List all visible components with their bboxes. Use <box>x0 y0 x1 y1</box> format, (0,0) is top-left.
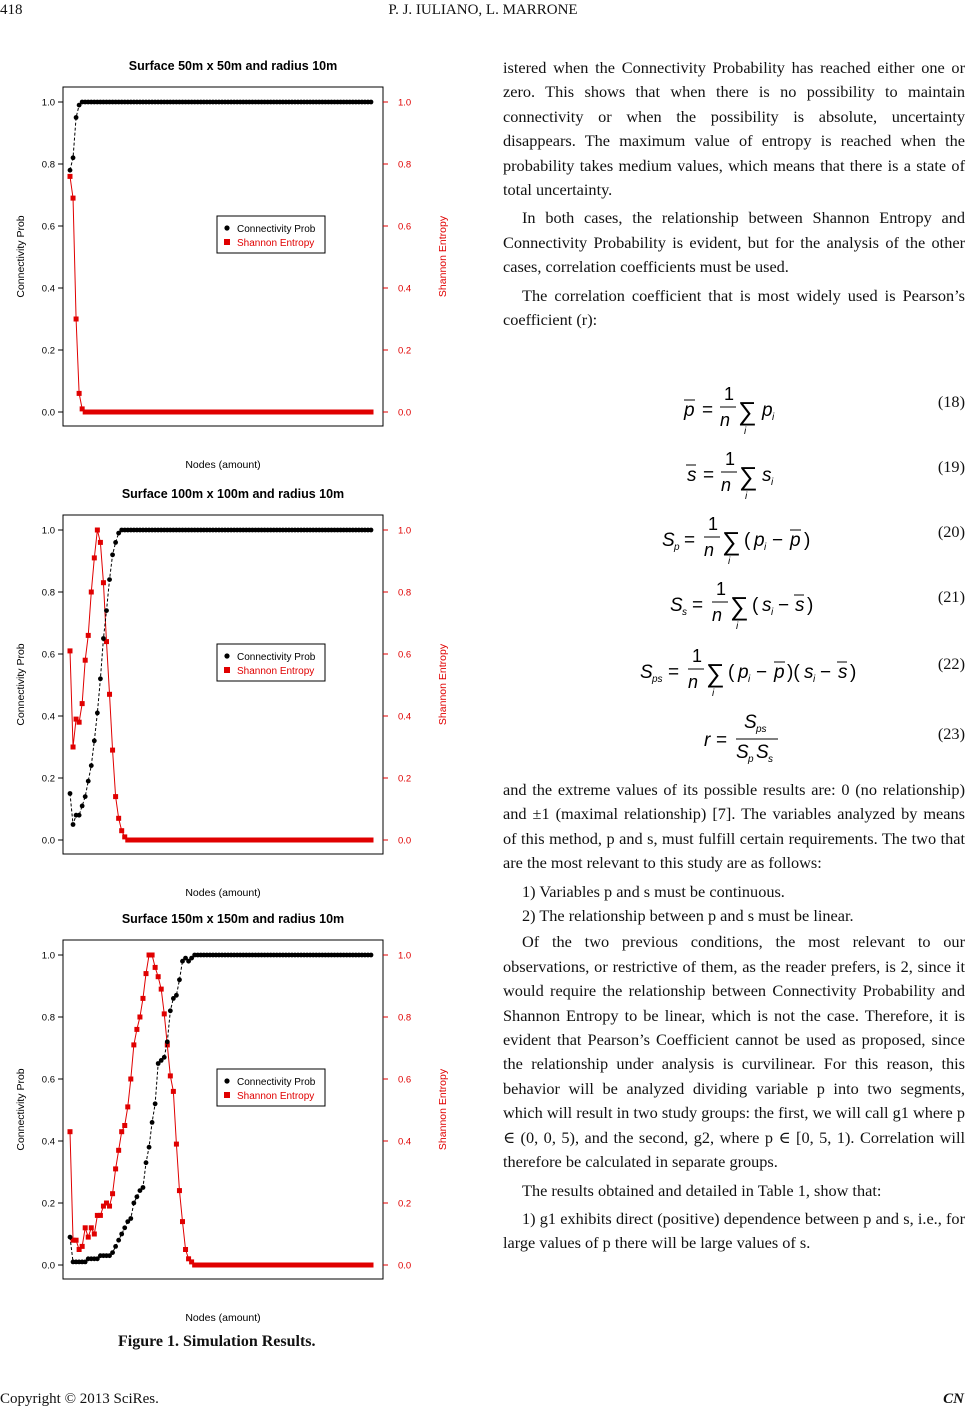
legend-label-entropy: Shannon Entropy <box>237 238 315 249</box>
running-title: P. J. IULIANO, L. MARRONE <box>388 2 578 18</box>
y2-tick-label: 0.2 <box>398 773 412 785</box>
equation-18-label: (18) <box>937 392 965 411</box>
y-tick-label: 0.2 <box>41 345 55 357</box>
entropy-point <box>171 1089 176 1094</box>
y2-axis-label: Shannon Entropy <box>437 215 449 298</box>
y2-tick-label: 0.0 <box>398 835 412 847</box>
equation-23 <box>620 706 965 770</box>
prob-point <box>89 763 94 768</box>
svg-text:=: = <box>684 530 696 551</box>
equation-21-formula <box>620 573 840 631</box>
svg-text:=: = <box>716 730 728 751</box>
prob-point <box>113 1244 118 1249</box>
y-tick-label: 0.6 <box>41 1074 55 1086</box>
y-tick-label: 0.8 <box>41 587 55 599</box>
legend-label-prob: Connectivity Prob <box>237 652 316 663</box>
svg-text:n: n <box>704 540 715 560</box>
svg-text:S: S <box>662 530 675 551</box>
paragraph-6: The results obtained and detailed in Table 1, show that: <box>522 1180 882 1200</box>
entropy-point <box>128 1077 133 1082</box>
svg-text:(: ( <box>728 662 735 683</box>
equation-23-label: (23) <box>937 724 965 743</box>
prob-point <box>110 552 115 557</box>
y-tick-label: 0.0 <box>41 407 55 419</box>
legend-label-entropy: Shannon Entropy <box>237 1091 315 1102</box>
prob-point <box>165 1039 170 1044</box>
svg-text:ps: ps <box>756 724 767 735</box>
equation-21 <box>620 573 965 631</box>
prob-point <box>162 1055 167 1060</box>
svg-text:i: i <box>772 412 775 423</box>
prob-point <box>110 1250 115 1255</box>
svg-text:p: p <box>684 400 695 421</box>
paragraph-1: istered when the Connectivity Probability has reached either one or zero. This shows that when there is no possibility to maintain connectivity or when the possibility is absolute, uncertainty disappears. The maximum value of entropy is reached when the probability takes medium values, which means that there is a state of total uncertainty. <box>503 58 965 200</box>
y2-tick-label: 1.0 <box>398 950 412 962</box>
svg-text:p: p <box>754 530 765 551</box>
svg-text:s: s <box>795 595 805 616</box>
figure-caption: Figure 1. Simulation Results. <box>118 1333 316 1350</box>
prob-point <box>95 711 100 716</box>
svg-text:s: s <box>804 662 814 683</box>
svg-text:i: i <box>736 621 739 631</box>
equation-22 <box>620 640 965 698</box>
series-line-prob <box>70 102 371 170</box>
entropy-point <box>116 1148 121 1153</box>
svg-text:i: i <box>728 556 731 566</box>
entropy-point <box>89 1225 94 1230</box>
svg-text:i: i <box>813 674 816 685</box>
legend-marker-prob <box>224 1078 229 1083</box>
y-tick-label: 1.0 <box>41 950 55 962</box>
entropy-point <box>156 974 161 979</box>
y-axis-label: Connectivity Prob <box>15 215 27 298</box>
entropy-point <box>68 648 73 653</box>
entropy-point <box>95 528 100 533</box>
entropy-point <box>369 410 374 415</box>
svg-text:n: n <box>720 410 731 430</box>
entropy-point <box>369 1263 374 1268</box>
figure <box>0 0 490 1380</box>
y2-tick-label: 0.8 <box>398 1012 412 1024</box>
entropy-point <box>101 580 106 585</box>
prob-point <box>68 791 73 796</box>
prob-point <box>86 779 91 784</box>
entropy-point <box>68 174 73 179</box>
entropy-point <box>113 1166 118 1171</box>
entropy-point <box>74 1238 79 1243</box>
entropy-point <box>77 720 82 725</box>
svg-text:(: ( <box>752 595 759 616</box>
y-tick-label: 0.8 <box>41 159 55 171</box>
series-line-entropy <box>70 530 371 840</box>
series-line-entropy <box>70 955 371 1265</box>
x-axis-label: Nodes (amount) <box>185 887 261 899</box>
prob-point <box>107 577 112 582</box>
prob-point <box>119 1232 124 1237</box>
prob-point <box>104 608 109 613</box>
entropy-point <box>116 816 121 821</box>
svg-text:∑: ∑ <box>738 396 757 426</box>
list-item-2: 2) The relationship between p and s must be linear. <box>522 906 854 926</box>
y-tick-label: 0.6 <box>41 221 55 233</box>
svg-text:n: n <box>721 475 732 495</box>
entropy-point <box>174 1142 179 1147</box>
legend-label-prob: Connectivity Prob <box>237 224 316 235</box>
y-tick-label: 0.8 <box>41 1012 55 1024</box>
entropy-point <box>369 838 374 843</box>
entropy-point <box>122 1123 127 1128</box>
x-axis-label: Nodes (amount) <box>185 459 261 471</box>
equation-22-label: (22) <box>937 654 965 673</box>
prob-point <box>150 1120 155 1125</box>
chart-150m <box>0 903 490 1333</box>
prob-point <box>68 168 73 173</box>
entropy-point <box>134 1027 139 1032</box>
svg-text:S: S <box>744 712 757 733</box>
equation-20-formula <box>620 508 840 566</box>
y-tick-label: 0.2 <box>41 1198 55 1210</box>
y2-tick-label: 0.4 <box>398 283 412 295</box>
legend-marker-prob <box>224 653 229 658</box>
svg-text:i: i <box>771 477 774 488</box>
prob-point <box>147 1145 152 1150</box>
svg-text:S: S <box>736 742 749 763</box>
svg-text:n: n <box>688 672 699 692</box>
svg-text:∑: ∑ <box>722 526 741 556</box>
svg-text:1: 1 <box>716 579 727 599</box>
entropy-point <box>92 555 97 560</box>
svg-text:p: p <box>738 662 749 683</box>
prob-point <box>92 738 97 743</box>
list-item-1: 1) Variables p and s must be continuous. <box>522 881 785 901</box>
svg-text:(: ( <box>744 530 751 551</box>
legend-marker-entropy <box>224 239 230 245</box>
y-tick-label: 0.0 <box>41 1260 55 1272</box>
prob-point <box>369 528 374 533</box>
y2-tick-label: 0.2 <box>398 345 412 357</box>
prob-point <box>101 636 106 641</box>
entropy-point <box>110 748 115 753</box>
legend-marker-entropy <box>224 667 230 673</box>
entropy-point <box>119 828 124 833</box>
svg-text:r: r <box>704 730 711 751</box>
prob-point <box>71 822 76 827</box>
prob-point <box>153 1101 158 1106</box>
prob-point <box>83 794 88 799</box>
entropy-point <box>86 633 91 638</box>
entropy-point <box>150 953 155 958</box>
svg-text:=: = <box>668 662 680 683</box>
equation-22-formula <box>620 640 880 698</box>
paragraph-3: The correlation coefficient that is most widely used is Pearson’s coefficient (r): <box>503 285 965 330</box>
chart-title: Surface 50m x 50m and radius 10m <box>128 59 338 73</box>
footer-journal: CN <box>943 1391 964 1407</box>
y-tick-label: 0.4 <box>41 1136 55 1148</box>
paragraph-7: 1) g1 exhibits direct (positive) dependence between p and s, i.e., for large values of p there will be large values of s. <box>503 1208 965 1253</box>
equation-20 <box>620 508 965 566</box>
y2-tick-label: 0.4 <box>398 1136 412 1148</box>
y2-tick-label: 0.0 <box>398 407 412 419</box>
svg-text:∑: ∑ <box>739 461 758 491</box>
svg-text:i: i <box>764 542 767 553</box>
y2-tick-label: 0.6 <box>398 1074 412 1086</box>
svg-text:s: s <box>687 465 697 486</box>
prob-point <box>74 115 79 120</box>
entropy-point <box>110 1191 115 1196</box>
y-tick-label: 0.2 <box>41 773 55 785</box>
svg-text:S: S <box>640 662 653 683</box>
entropy-point <box>80 701 85 706</box>
svg-text:p: p <box>762 400 773 421</box>
svg-text:1: 1 <box>708 514 719 534</box>
entropy-point <box>68 1129 73 1134</box>
y-tick-label: 1.0 <box>41 97 55 109</box>
svg-text:−: − <box>756 662 768 683</box>
entropy-point <box>98 540 103 545</box>
equation-19-formula <box>620 443 820 501</box>
chart-title: Surface 100m x 100m and radius 10m <box>121 487 345 501</box>
svg-text:i: i <box>712 688 715 698</box>
paragraph-5: Of the two previous conditions, the most relevant to our observations, or restrictive of them, as the reader prefers, is 2, since it would require the relationship between Connectivity Probability and Shannon Entropy to be linear, which is not the case. Therefore, it is evident that Pearson’s Coefficient cannot be used as proposed, since the relationship under analysis is curvilinear. For this reason, this behavior will be analyzed dividing variable p into two segments, which will result in two study groups: the first, we will call g1 where p ∈ (0, 0, 5), and the second, g2, where p ∈ [0, 5, 1). Correlation will therefore be calculated in separate groups. <box>503 932 965 1172</box>
entropy-point <box>119 1129 124 1134</box>
prob-point <box>144 1160 149 1165</box>
entropy-point <box>162 1011 167 1016</box>
y2-tick-label: 0.2 <box>398 1198 412 1210</box>
y2-axis-label: Shannon Entropy <box>437 1068 449 1151</box>
svg-text:∑: ∑ <box>730 591 749 621</box>
entropy-point <box>98 1213 103 1218</box>
svg-text:): ) <box>804 530 811 551</box>
entropy-point <box>153 965 158 970</box>
svg-text:p: p <box>790 530 801 551</box>
footer-copyright: Copyright © 2013 SciRes. <box>0 1391 159 1407</box>
y2-tick-label: 0.8 <box>398 587 412 599</box>
svg-text:S: S <box>756 742 769 763</box>
svg-text:i: i <box>748 674 751 685</box>
y2-tick-label: 0.4 <box>398 711 412 723</box>
text-block-top <box>503 56 965 332</box>
entropy-point <box>92 1232 97 1237</box>
svg-text:p: p <box>774 662 785 683</box>
entropy-point <box>177 1188 182 1193</box>
svg-text:−: − <box>772 530 784 551</box>
svg-text:∑: ∑ <box>706 658 725 688</box>
svg-text:=: = <box>702 400 714 421</box>
svg-text:s: s <box>838 662 848 683</box>
y2-tick-label: 0.8 <box>398 159 412 171</box>
entropy-point <box>144 971 149 976</box>
page-number: 418 <box>0 2 23 18</box>
entropy-point <box>80 1244 85 1249</box>
prob-point <box>80 804 85 809</box>
plot-frame <box>63 87 383 426</box>
equation-21-label: (21) <box>937 587 965 606</box>
series-line-entropy <box>70 176 371 412</box>
y-tick-label: 0.4 <box>41 711 55 723</box>
svg-text:=: = <box>692 595 704 616</box>
entropy-point <box>183 1247 188 1252</box>
svg-text:=: = <box>703 465 715 486</box>
equation-23-formula <box>620 706 820 770</box>
entropy-point <box>77 391 82 396</box>
entropy-point <box>107 1204 112 1209</box>
prob-point <box>131 1201 136 1206</box>
svg-text:1: 1 <box>724 384 735 404</box>
prob-point <box>68 1235 73 1240</box>
svg-text:p: p <box>674 542 680 553</box>
paragraph-4: and the extreme values of its possible results are: 0 (no relationship) and ±1 (maximal relationship) [7]. The variables analyzed by means of this method, p and s, must fulfill certain requirements. The two that are the most relevant to this study are as follows: <box>503 780 965 873</box>
y-axis-label: Connectivity Prob <box>15 643 27 726</box>
equation-18-formula <box>620 378 820 436</box>
entropy-point <box>107 692 112 697</box>
y2-tick-label: 0.6 <box>398 649 412 661</box>
prob-point <box>369 100 374 105</box>
prob-point <box>98 676 103 681</box>
entropy-point <box>89 590 94 595</box>
paragraph-2: In both cases, the relationship between Shannon Entropy and Connectivity Probability is evident, but for the analysis of the other cases, correlation coefficients must be used. <box>503 208 965 277</box>
legend-marker-prob <box>224 225 229 230</box>
prob-point <box>141 1185 146 1190</box>
entropy-point <box>74 317 79 322</box>
y-tick-label: 0.6 <box>41 649 55 661</box>
y2-tick-label: 0.6 <box>398 221 412 233</box>
y2-tick-label: 1.0 <box>398 97 412 109</box>
svg-text:−: − <box>820 662 832 683</box>
svg-text:ps: ps <box>652 674 663 685</box>
prob-point <box>128 1216 133 1221</box>
svg-text:S: S <box>670 595 683 616</box>
entropy-point <box>125 1104 130 1109</box>
text-block-bottom <box>503 778 965 1256</box>
svg-text:i: i <box>744 426 747 436</box>
plot-frame <box>63 940 383 1279</box>
svg-text:s: s <box>682 607 687 618</box>
svg-text:): ) <box>850 662 857 683</box>
svg-text:i: i <box>745 491 748 501</box>
y-tick-label: 0.0 <box>41 835 55 847</box>
y-axis-label: Connectivity Prob <box>15 1068 27 1151</box>
equation-20-label: (20) <box>937 522 965 541</box>
svg-text:i: i <box>771 607 774 618</box>
svg-text:s: s <box>762 595 772 616</box>
entropy-point <box>159 987 164 992</box>
svg-text:s: s <box>768 754 773 765</box>
y2-axis-label: Shannon Entropy <box>437 643 449 726</box>
legend-marker-entropy <box>224 1092 230 1098</box>
svg-text:n: n <box>712 605 723 625</box>
svg-text:−: − <box>778 595 790 616</box>
svg-text:s: s <box>762 465 772 486</box>
entropy-point <box>180 1219 185 1224</box>
prob-point <box>174 993 179 998</box>
entropy-point <box>168 1073 173 1078</box>
entropy-point <box>140 996 145 1001</box>
prob-point <box>77 813 82 818</box>
svg-text:1: 1 <box>692 646 703 666</box>
prob-point <box>134 1194 139 1199</box>
entropy-point <box>71 196 76 201</box>
prob-point <box>113 540 118 545</box>
prob-point <box>116 1238 121 1243</box>
prob-point <box>71 155 76 160</box>
prob-point <box>122 1225 127 1230</box>
prob-point <box>369 953 374 958</box>
legend-label-entropy: Shannon Entropy <box>237 666 315 677</box>
equation-19 <box>620 443 965 501</box>
equation-19-label: (19) <box>937 457 965 476</box>
equation-18 <box>620 378 965 436</box>
chart-title: Surface 150m x 150m and radius 10m <box>121 912 345 926</box>
series-line-prob <box>70 955 371 1262</box>
svg-text:p: p <box>748 754 754 765</box>
y2-tick-label: 1.0 <box>398 525 412 537</box>
entropy-point <box>131 1042 136 1047</box>
legend-label-prob: Connectivity Prob <box>237 1077 316 1088</box>
y-tick-label: 1.0 <box>41 525 55 537</box>
entropy-point <box>137 1015 142 1020</box>
prob-point <box>177 977 182 982</box>
entropy-point <box>83 1225 88 1230</box>
y2-tick-label: 0.0 <box>398 1260 412 1272</box>
svg-text:)(: )( <box>787 662 800 683</box>
svg-text:1: 1 <box>725 449 736 469</box>
entropy-point <box>71 745 76 750</box>
prob-point <box>168 1008 173 1013</box>
entropy-point <box>113 794 118 799</box>
x-axis-label: Nodes (amount) <box>185 1312 261 1324</box>
chart-50m <box>0 50 490 480</box>
svg-text:): ) <box>807 595 814 616</box>
chart-100m <box>0 478 490 908</box>
entropy-point <box>86 1235 91 1240</box>
entropy-point <box>83 658 88 663</box>
y-tick-label: 0.4 <box>41 283 55 295</box>
